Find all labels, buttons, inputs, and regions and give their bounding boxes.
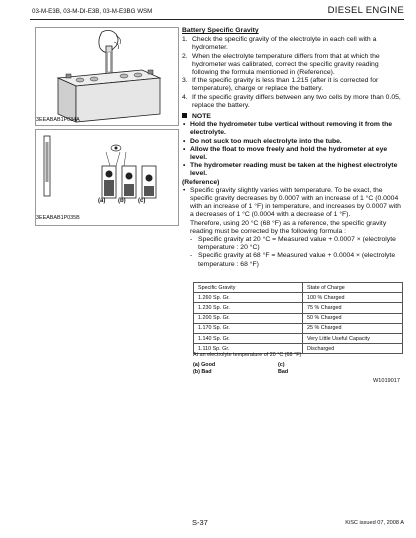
issue-info: KiSC issued 07, 2008 A [345, 520, 404, 526]
table-row [194, 303, 403, 313]
procedure-text [182, 27, 402, 269]
table-cell: 1.170 Sp. Gr. [194, 323, 303, 333]
note-square-icon [182, 113, 187, 118]
step-item [182, 77, 402, 93]
table-cell: 1.230 Sp. Gr. [194, 303, 303, 313]
formula-item: - Specific gravity at 20 °C = Measured value + 0.0007 × (electrolyte temperature : 20 °C) [190, 236, 396, 252]
table-cell: Discharged [303, 344, 403, 354]
table-cell: 1.140 Sp. Gr. [194, 333, 303, 343]
table-row [194, 293, 403, 303]
step-item [182, 53, 402, 78]
table-cell: 1.200 Sp. Gr. [194, 313, 303, 323]
reference-text: Specific gravity slightly varies with temperature. To be exact, the specific gravity decreases by 0.0007 with an increase of 1 °C (0.0004 with an increase of 1 °F) in temperature, and increases by 0.0007 with a decreases of 1 °C (0.0004 with a decrease of 1 °F). [190, 186, 401, 219]
table-cell: 25 % Charged [303, 323, 403, 333]
step-number: 2. [182, 52, 188, 60]
document-code: W1019017 [372, 378, 400, 384]
reference-item: • Specific gravity slightly varies with temperature. To be exact, the specific gravity decreases by 0.0007 with an increase of 1 °C (0.0004 with an increase of 1 °F) in temperature, and increases by 0.0007 with a decreases of 1 °C (0.0004 with a decrease of 1 °F). [183, 186, 401, 219]
table-cell: 75 % Charged [303, 303, 403, 313]
note-item: • Hold the hydrometer tube vertical without removing it from the electrolyte. [183, 121, 393, 137]
table-header-cell: State of Charge [303, 283, 403, 293]
figure-letter-c: (c) [138, 198, 146, 204]
table-header-cell: Specific Gravity [194, 283, 303, 293]
step-number: 4. [182, 93, 188, 101]
step-item [182, 94, 402, 110]
formula-text: Specific gravity at 20 °C = Measured value + 0.0007 × (electrolyte temperature : 20 °C) [198, 236, 396, 252]
note-label: NOTE [192, 113, 211, 121]
step-text: Check the specific gravity of the electrolyte in each cell with a hydrometer. [192, 36, 377, 52]
reference-heading: (Reference) [182, 178, 220, 186]
note-item: • Do not suck too much electrolyte into the tube. [183, 137, 342, 145]
table-cell: 100 % Charged [303, 293, 403, 303]
figure-legend [193, 362, 289, 375]
note-text: The hydrometer reading must be taken at the highest electrolyte level. [190, 162, 398, 178]
table-cell: Very Little Useful Capacity [303, 333, 403, 343]
legend-item-b: (b) Bad [193, 368, 212, 375]
table-row [194, 333, 403, 343]
figure-hydrometer-readings [35, 129, 179, 226]
header-manual-codes: 03-M-E3B, 03-M-DI-E3B, 03-M-E3BG WSM [32, 8, 153, 15]
formula-item: - Specific gravity at 68 °F = Measured value + 0.0004 × (electrolyte temperature : 68 °F) [190, 252, 396, 268]
table-header-row [194, 283, 403, 293]
header-divider [30, 19, 404, 20]
table-row [194, 323, 403, 333]
note-item: • The hydrometer reading must be taken at the highest electrolyte level. [183, 162, 398, 178]
figure-caption: 3EEABAB1P035B [36, 215, 80, 221]
specific-gravity-table [193, 282, 403, 354]
figure-caption: 3EEABAB1P034A [36, 117, 80, 123]
note-item: • Allow the float to move freely and hold the hydrometer at eye level. [183, 145, 388, 162]
header-section-title: DIESEL ENGINE [327, 5, 404, 16]
figure-letter-b: (b) [118, 198, 126, 204]
table-cell: 1.260 Sp. Gr. [194, 293, 303, 303]
legend-item-c: (c) Bad [278, 362, 289, 375]
figure-letter-a: (a) [98, 198, 106, 204]
step-number: 3. [182, 77, 188, 85]
note-heading [182, 113, 402, 121]
table-note: At an electrolyte temperature of 20 °C (68 °F) [193, 352, 302, 358]
step-text: If the specific gravity is less than 1.215 (after it is corrected for temperature), charge or replace the battery. [192, 77, 379, 93]
note-text: Allow the float to move freely and hold the hydrometer at eye level. [190, 145, 388, 162]
table-cell: 1.110 Sp. Gr. [194, 344, 303, 354]
legend-item-a: (a) Good [193, 362, 216, 368]
note-text: Hold the hydrometer tube vertical without removing it from the electrolyte. [190, 121, 393, 137]
table-cell: 50 % Charged [303, 313, 403, 323]
step-number: 1. [182, 36, 188, 44]
step-text: If the specific gravity differs between any two cells by more than 0.05, replace the battery. [192, 93, 401, 109]
figure-hydrometer-battery [35, 27, 179, 126]
hydrometer-readings-illustration [36, 130, 178, 225]
page-number: S-37 [192, 518, 208, 527]
section-title: Battery Specific Gravity [182, 27, 259, 34]
hydrometer-battery-illustration [36, 28, 178, 125]
step-text: When the electrolyte temperature differs from that at which the hydrometer was calibrated, correct the specific gravity reading following the formula mentioned in (Reference). [192, 52, 380, 77]
note-text: Do not suck too much electrolyte into the tube. [190, 137, 342, 145]
step-item [182, 36, 402, 52]
table-row [194, 313, 403, 323]
reference-paragraph: Therefore, using 20 °C (68 °F) as a reference, the specific gravity reading must be corrected by the following formula : [190, 219, 387, 235]
formula-text: Specific gravity at 68 °F = Measured value + 0.0004 × (electrolyte temperature : 68 °F) [198, 252, 396, 268]
